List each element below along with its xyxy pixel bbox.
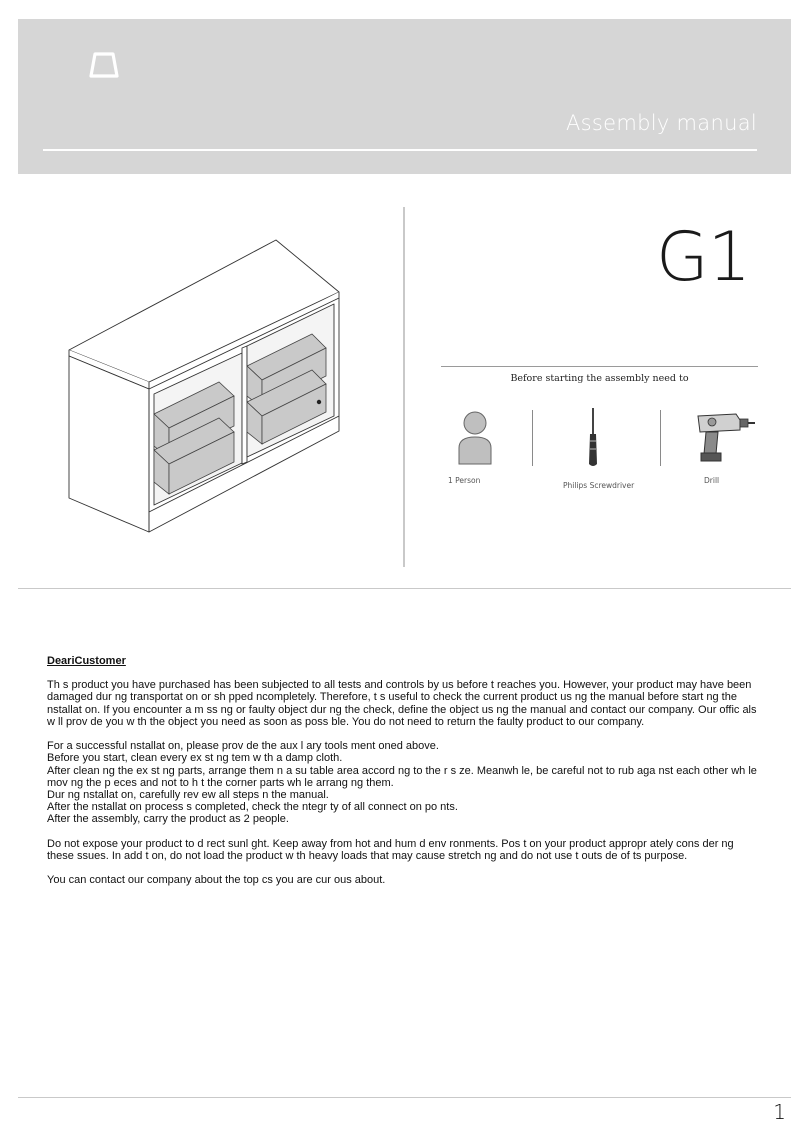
text-line: For a successful nstallat on, please prov de the aux l ary tools ment oned above.: [47, 740, 439, 753]
text-line: Do not expose your product to d rect sunl ght. Keep away from hot and hum d env ronments. Pos t on your product appropr ately cons der ng: [47, 837, 734, 850]
text-line: You can contact our company about the top cs you are cur ous about.: [47, 874, 386, 887]
tools-title: Before starting the assembly need to: [510, 373, 689, 384]
greeting: DeariCustomer: [47, 655, 126, 667]
text-line: these ssues. In add t on, do not load the product w th heavy loads that may cause stretch ng and do not use t outs de of ts purpose.: [47, 850, 688, 863]
text-line: mov ng the p eces and not to h t the corner parts wh le arrang ng them.: [47, 776, 394, 789]
text-line: After clean ng the ex st ng parts, arrange them n a su table area accord ng to the r s ze. Meanwh le, be careful not to rub aga nst each other wh le: [47, 764, 757, 777]
text-line: Dur ng nstallat on, carefully rev ew all steps n the manual.: [47, 789, 329, 802]
page-number: 1: [773, 1100, 786, 1124]
section-divider: [403, 207, 405, 567]
text-line: w ll prov de you w th the object you need as soon as poss ble. You do not need to return the faulty product to our company.: [47, 715, 645, 728]
paragraph-care: [47, 838, 762, 862]
paragraph-contact: [47, 874, 762, 886]
footer-rule: [18, 1097, 791, 1098]
text-line: Before you start, clean every ex st ng tem w th a damp cloth.: [47, 752, 343, 765]
tool-label-person: 1 Person: [448, 476, 481, 485]
text-line: After the assembly, carry the product as 2 people.: [47, 813, 289, 826]
cabinet-illustration: [64, 236, 354, 536]
text-line: Th s product you have purchased has been subjected to all tests and controls by us before t reaches you. However, your product may have been: [47, 679, 752, 692]
header-banner: [18, 19, 791, 174]
text-line: After the nstallat on process s completed, check the ntegr ty of all connect on po nts.: [47, 801, 458, 814]
text-line: nstallat on. If you encounter a m ss ng or faulty object dur ng the check, define the object us ng the manual and contact our company. Our offic als: [47, 703, 757, 716]
text-line: damaged dur ng transportat on or sh pped ncompletely. Therefore, t s useful to check the current product us ng the manual before start ng the: [47, 691, 737, 704]
paragraph-intro: [47, 679, 762, 728]
drill-icon: [692, 410, 756, 462]
customer-notice: [47, 655, 762, 899]
tool-separator: [532, 410, 533, 466]
mid-rule: [18, 588, 791, 589]
header-rule: [43, 149, 757, 151]
tool-label-drill: Drill: [704, 476, 720, 485]
paragraph-installation: [47, 740, 762, 825]
tools-rule: [441, 366, 758, 367]
person-icon: [456, 410, 494, 466]
tool-label-screwdriver: Philips Screwdriver: [563, 481, 635, 490]
header-title: Assembly manual: [565, 111, 757, 135]
model-name: G1: [656, 218, 750, 297]
tool-separator: [660, 410, 661, 466]
screwdriver-icon: [586, 408, 600, 468]
trapezoid-logo-icon: [88, 51, 120, 79]
